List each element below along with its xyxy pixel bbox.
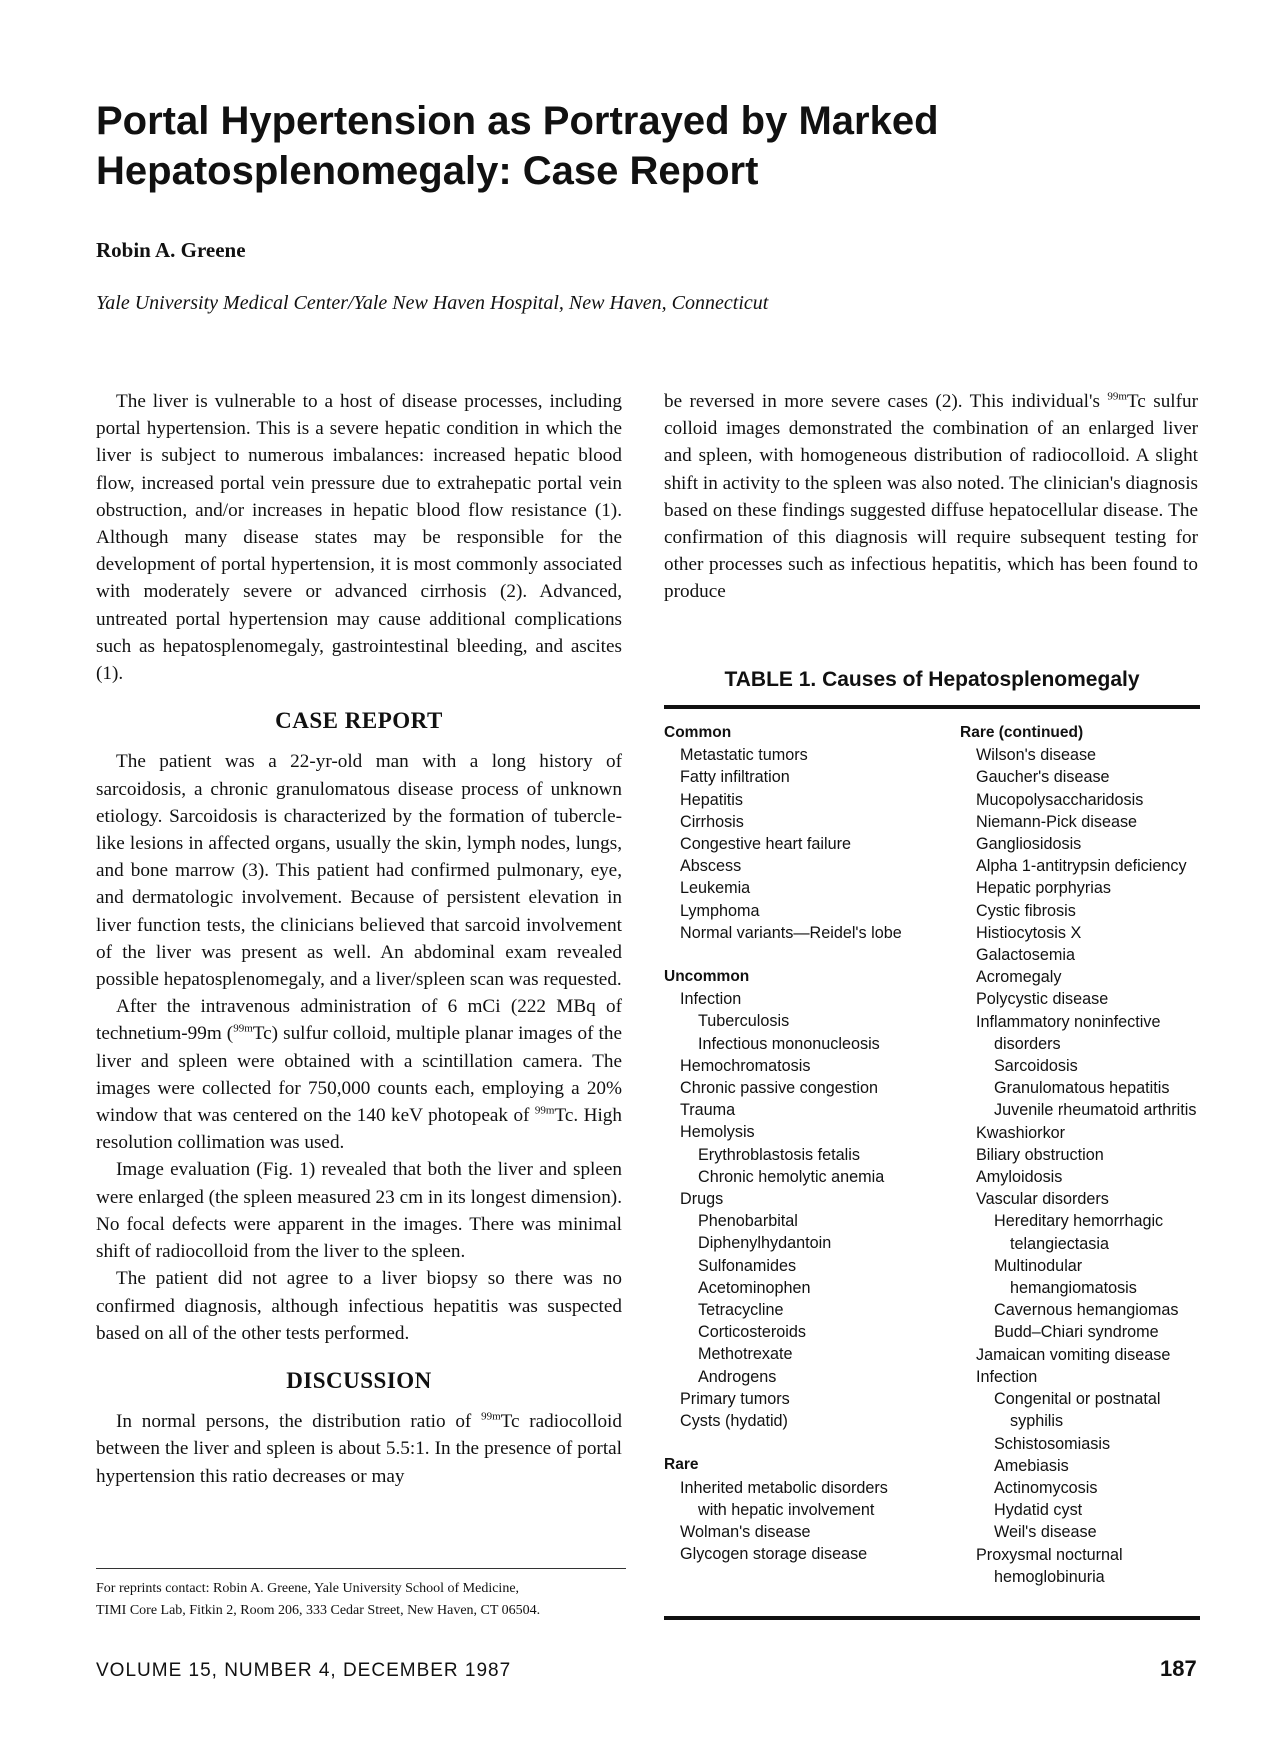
left-text-column	[96, 388, 622, 1490]
isotope-superscript: 99m	[1107, 390, 1127, 403]
isotope-superscript: 99m	[534, 1104, 555, 1117]
right-paragraph-1: be reversed in more severe cases (2). This individual's $^{99m}$Tc sulfur colloid images demonstrated the combination of an enlarged liver and spleen, with homogeneous distribution of radiocolloid. A slight shift in activity to the spleen was also noted. The clinician's diagnosis based on these findings suggested diffuse hepatocellular disease. The confirmation of this diagnosis will require subsequent testing for other processes such as infectious hepatitis, which has been found to produce	[664, 390, 1198, 603]
table-entry: disorders	[994, 1034, 1061, 1053]
table-entry: Mucopolysaccharidosis	[976, 790, 1144, 809]
table-entry: Chronic passive congestion	[680, 1079, 878, 1098]
table-entry: Actinomycosis	[994, 1478, 1098, 1497]
case-report-heading: CASE REPORT	[275, 708, 443, 734]
table-entry: Hepatic porphyrias	[976, 879, 1111, 898]
table-entry: Histiocytosis X	[976, 923, 1082, 942]
table-spacer	[664, 1432, 929, 1454]
table-top-rule	[664, 705, 1200, 709]
article-title: Portal Hypertension as Portrayed by Marked Hepatosplenomegaly: Case Report	[96, 99, 939, 193]
table-entry: Hereditary hemorrhagic	[994, 1212, 1164, 1231]
table-entry: Hemolysis	[680, 1123, 755, 1142]
footnote-divider	[96, 1568, 626, 1569]
table-entry: Primary tumors	[680, 1389, 790, 1408]
table-entry: Kwashiorkor	[976, 1123, 1066, 1142]
table-entry: Inherited metabolic disorders	[680, 1478, 888, 1497]
table-entry: Infection	[976, 1367, 1038, 1386]
table-entry: Inflammatory noninfective	[976, 1012, 1161, 1031]
page-number: 187	[1160, 1656, 1197, 1681]
table-section-heading: Rare	[664, 1456, 699, 1474]
case-paragraph-4: The patient did not agree to a liver biopsy so there was no confirmed diagnosis, although infectious hepatitis was suspected based on all of the other tests performed.	[96, 1268, 622, 1344]
table-spacer	[664, 944, 929, 966]
table-entry: Leukemia	[680, 879, 751, 898]
table-entry: Metastatic tumors	[680, 746, 808, 765]
table-entry: syphilis	[1010, 1412, 1064, 1431]
table-entry: Trauma	[680, 1101, 736, 1120]
table-entry: Gangliosidosis	[976, 835, 1082, 854]
table-entry: Vascular disorders	[976, 1190, 1109, 1209]
table-entry: Infectious mononucleosis	[698, 1034, 880, 1053]
table-bottom-rule	[664, 1616, 1200, 1620]
table-entry: Sarcoidosis	[994, 1057, 1078, 1076]
table-entry: Infection	[680, 990, 742, 1009]
table-entry: Hepatitis	[680, 790, 743, 809]
table-section-heading: Common	[664, 724, 732, 741]
table-entry: telangiectasia	[1010, 1234, 1109, 1253]
table-column-right	[960, 722, 1210, 1588]
table-entry: Lymphoma	[680, 901, 760, 920]
table-section-heading: Rare (continued)	[960, 724, 1084, 741]
table-entry: Juvenile rheumatoid arthritis	[994, 1101, 1197, 1120]
journal-footer: VOLUME 15, NUMBER 4, DECEMBER 1987	[96, 1660, 512, 1681]
right-text-column	[664, 388, 1198, 606]
table-entry: Niemann-Pick disease	[976, 812, 1138, 831]
table-entry: Tetracycline	[698, 1301, 784, 1320]
table-entry: Jamaican vomiting disease	[976, 1345, 1171, 1364]
table-entry: Granulomatous hepatitis	[994, 1079, 1170, 1098]
intro-paragraph: The liver is vulnerable to a host of disease processes, including portal hypertension. This is a severe hepatic condition in which the liver is subject to numerous imbalances: increased hepatic blood flow, increased portal vein pressure due to extrahepatic portal vein obstruction, and/or increases in hepatic blood flow resistance (1). Although many disease states may be responsible for the development of portal hypertension, it is most commonly associated with moderately severe or advanced cirrhosis (2). Advanced, untreated portal hypertension may cause additional complications such as hepatosplenomegaly, gastrointestinal bleeding, and ascites (1).	[96, 391, 622, 685]
table-entry: Weil's disease	[994, 1523, 1097, 1542]
table-entry: Proxysmal nocturnal	[976, 1545, 1123, 1564]
isotope-superscript: 99m	[233, 1023, 253, 1036]
table-entry: Wilson's disease	[976, 746, 1097, 765]
case-paragraph-2: After the intravenous administration of 6 mCi (222 MBq of technetium-99m ($^{99m}$Tc) sulfur colloid, multiple planar images of the liver and spleen were obtained with a scintillation camera. The images were collected for 750,000 counts each, employing a 20% window that was centered on the 140 keV photopeak of $^{99m}$Tc. High resolution collimation was used.	[96, 996, 622, 1154]
table-entry: hemangiomatosis	[1010, 1279, 1137, 1298]
table-entry: Corticosteroids	[698, 1323, 806, 1342]
table-entry: Schistosomiasis	[994, 1434, 1111, 1453]
table-entry: Normal variants—Reidel's lobe	[680, 923, 902, 942]
table-entry: Glycogen storage disease	[680, 1545, 868, 1564]
table-entry: Fatty infiltration	[680, 768, 790, 787]
table-title: TABLE 1. Causes of Hepatosplenomegaly	[724, 668, 1140, 691]
table-entry: Cirrhosis	[680, 812, 744, 831]
table-entry: Wolman's disease	[680, 1522, 811, 1541]
table-section-heading: Uncommon	[664, 968, 750, 986]
table-entry: Acetominophen	[698, 1278, 811, 1297]
table-entry: with hepatic involvement	[698, 1500, 875, 1519]
isotope-superscript: 99m	[481, 1410, 501, 1423]
table-entry: Diphenylhydantoin	[698, 1234, 832, 1253]
table-entry: Acromegaly	[976, 968, 1062, 987]
table-entry: Alpha 1-antitrypsin deficiency	[976, 857, 1187, 876]
author-name: Robin A. Greene	[96, 238, 246, 262]
table-entry: Gaucher's disease	[976, 768, 1110, 787]
table-entry: Cystic fibrosis	[976, 901, 1076, 920]
table-entry: Polycystic disease	[976, 990, 1109, 1009]
table-entry: Amebiasis	[994, 1456, 1069, 1475]
table-entry: Hydatid cyst	[994, 1501, 1083, 1520]
table-entry: Congenital or postnatal	[994, 1390, 1161, 1409]
table-entry: Amyloidosis	[976, 1168, 1063, 1187]
table-entry: Multinodular	[994, 1256, 1083, 1275]
table-entry: Androgens	[698, 1367, 777, 1386]
table-column-left	[664, 722, 929, 1565]
table-entry: Drugs	[680, 1190, 724, 1209]
author-affiliation: Yale University Medical Center/Yale New Haven Hospital, New Haven, Connecticut	[96, 292, 769, 314]
table-entry: Congestive heart failure	[680, 835, 851, 854]
table-entry: Budd–Chiari syndrome	[994, 1323, 1159, 1342]
reprints-footnote: For reprints contact: Robin A. Greene, Yale University School of Medicine, TIMI Core Lab, Fitkin 2, Room 206, 333 Cedar Street, New Haven, CT 06504.	[96, 1581, 541, 1618]
table-entry: Biliary obstruction	[976, 1145, 1104, 1164]
table-entry: Erythroblastosis fetalis	[698, 1145, 860, 1164]
table-entry: Sulfonamides	[698, 1256, 797, 1275]
table-entry: Abscess	[680, 857, 742, 876]
table-entry: Galactosemia	[976, 946, 1075, 965]
case-paragraph-1: The patient was a 22-yr-old man with a long history of sarcoidosis, a chronic granulomatous disease process of unknown etiology. Sarcoidosis is characterized by the formation of tubercle-like lesions in affected organs, usually the skin, lymph nodes, lungs, and bone marrow (3). This patient had confirmed pulmonary, eye, and dermatologic involvement. Because of persistent elevation in liver function tests, the clinicians believed that sarcoid involvement of the liver was present as well. An abdominal exam revealed possible hepatosplenomegaly, and a liver/spleen scan was requested.	[96, 751, 622, 991]
case-paragraph-3: Image evaluation (Fig. 1) revealed that both the liver and spleen were enlarged (the spleen measured 23 cm in its longest dimension). No focal defects were apparent in the images. There was minimal shift of radiocolloid from the liver to the spleen.	[96, 1159, 622, 1263]
table-entry: hemoglobinuria	[994, 1567, 1105, 1586]
table-entry: Hemochromatosis	[680, 1056, 811, 1075]
table-entry: Phenobarbital	[698, 1212, 798, 1231]
discussion-paragraph-1: In normal persons, the distribution ratio of $^{99m}$Tc radiocolloid between the liver and spleen is about 5.5:1. In the presence of portal hypertension this ratio decreases or may	[96, 1410, 622, 1487]
table-entry: Chronic hemolytic anemia	[698, 1167, 885, 1186]
table-entry: Cysts (hydatid)	[680, 1412, 788, 1431]
table-entry: Methotrexate	[698, 1345, 793, 1364]
table-entry: Cavernous hemangiomas	[994, 1301, 1179, 1320]
table-entry: Tuberculosis	[698, 1012, 790, 1031]
discussion-heading: DISCUSSION	[286, 1367, 432, 1393]
